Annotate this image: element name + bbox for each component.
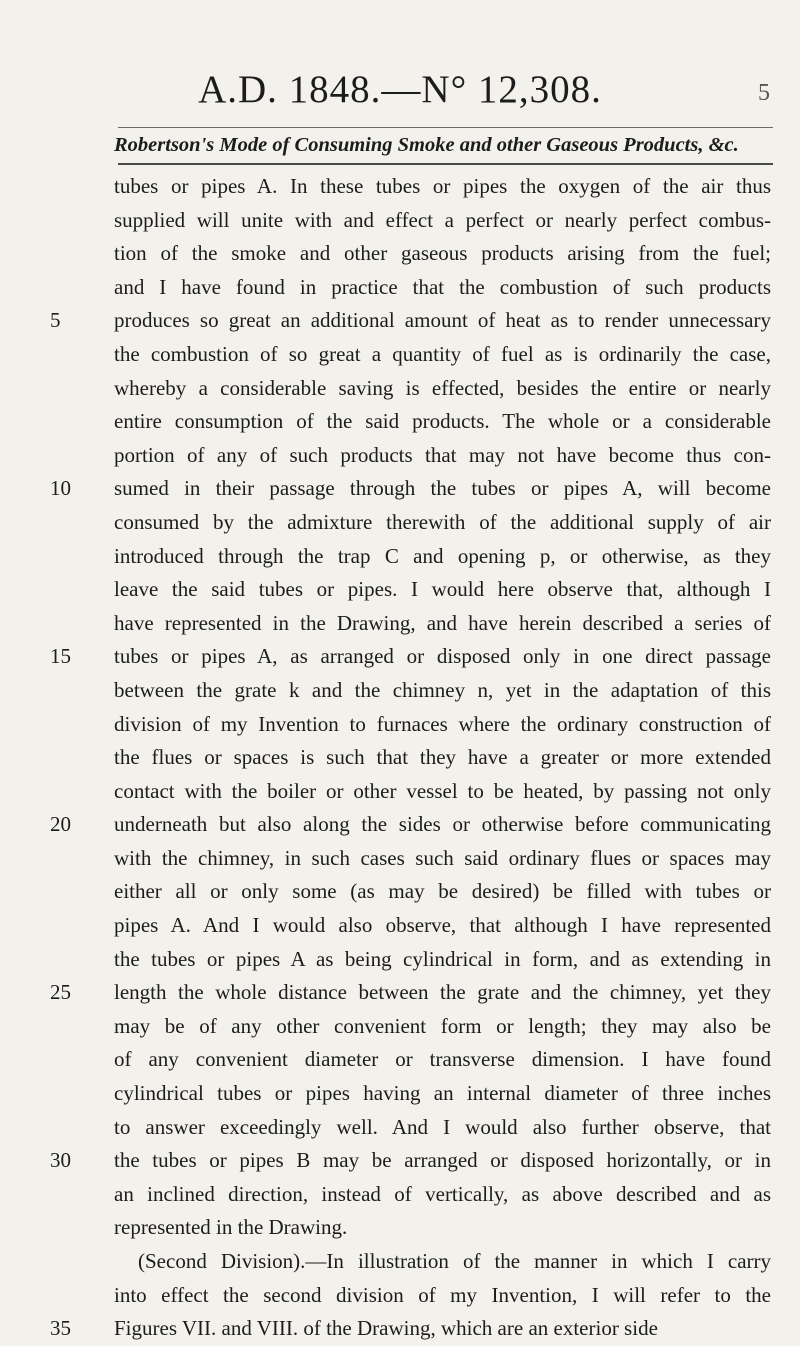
line-text: portion of any of such products that may not have become thus con- bbox=[114, 442, 771, 467]
line-number: 15 bbox=[50, 644, 71, 669]
text-line bbox=[114, 674, 771, 708]
text-line bbox=[114, 1077, 771, 1111]
line-text: to answer exceedingly well. And I would also further observe, that bbox=[114, 1114, 771, 1139]
line-number: 25 bbox=[50, 980, 71, 1005]
line-text: leave the said tubes or pipes. I would here observe that, although I bbox=[114, 577, 771, 602]
line-text: tubes or pipes A. In these tubes or pipes the oxygen of the air thus bbox=[114, 174, 771, 198]
text-line bbox=[50, 304, 771, 338]
line-text: consumed by the admixture therewith of the additional supply of air bbox=[114, 509, 771, 534]
text-line bbox=[50, 640, 771, 674]
text-line bbox=[114, 338, 771, 372]
text-line bbox=[114, 1111, 771, 1145]
text-line bbox=[114, 506, 771, 540]
line-text: tubes or pipes A, as arranged or disposed only in one direct passage bbox=[114, 644, 771, 669]
text-line bbox=[114, 1010, 771, 1044]
text-line bbox=[114, 1279, 771, 1313]
line-text: (Second Division).—In illustration of the manner in which I carry bbox=[138, 1249, 771, 1273]
text-line bbox=[114, 708, 771, 742]
line-text: and I have found in practice that the combustion of such products bbox=[114, 274, 771, 299]
header-rule-top bbox=[118, 127, 773, 128]
line-text: length the whole distance between the grate and the chimney, yet they bbox=[114, 980, 771, 1005]
line-text: entire consumption of the said products. The whole or a considerable bbox=[114, 409, 771, 434]
text-line bbox=[114, 842, 771, 876]
text-line bbox=[114, 170, 771, 204]
line-text: supplied will unite with and effect a perfect or nearly perfect combus- bbox=[114, 207, 771, 232]
text-line bbox=[114, 607, 771, 641]
line-text: the combustion of so great a quantity of fuel as is ordinarily the case, bbox=[114, 341, 771, 366]
line-number: 30 bbox=[50, 1148, 71, 1173]
text-line bbox=[114, 875, 771, 909]
page-header-title: A.D. 1848.—N° 12,308. bbox=[198, 68, 602, 111]
line-text: sumed in their passage through the tubes or pipes A, will become bbox=[114, 476, 771, 501]
text-line bbox=[114, 1211, 771, 1245]
header-rule-bottom bbox=[118, 163, 773, 165]
text-line bbox=[114, 1043, 771, 1077]
line-text: division of my Invention to furnaces where the ordinary construction of bbox=[114, 711, 771, 736]
line-text: either all or only some (as may be desired) be filled with tubes or bbox=[114, 879, 771, 904]
line-number: 35 bbox=[50, 1316, 71, 1341]
line-text: the tubes or pipes B may be arranged or disposed horizontally, or in bbox=[114, 1148, 771, 1173]
line-text: underneath but also along the sides or otherwise before communicating bbox=[114, 812, 771, 837]
text-line bbox=[114, 1245, 771, 1279]
line-text: between the grate k and the chimney n, yet in the adaptation of this bbox=[114, 677, 771, 702]
text-line bbox=[50, 808, 771, 842]
line-text: the tubes or pipes A as being cylindrical in form, and as extending in bbox=[114, 946, 771, 971]
text-line bbox=[114, 271, 771, 305]
line-text: contact with the boiler or other vessel to be heated, by passing not only bbox=[114, 778, 771, 803]
line-text: whereby a considerable saving is effected, besides the entire or nearly bbox=[114, 375, 771, 400]
text-line bbox=[114, 943, 771, 977]
text-line bbox=[114, 405, 771, 439]
line-text: Figures VII. and VIII. of the Drawing, which are an exterior side bbox=[114, 1316, 658, 1341]
text-line bbox=[114, 775, 771, 809]
line-number: 10 bbox=[50, 476, 71, 501]
line-text: represented in the Drawing. bbox=[114, 1215, 348, 1240]
line-number: 20 bbox=[50, 812, 71, 837]
text-line bbox=[114, 540, 771, 574]
text-line bbox=[50, 472, 771, 506]
running-subtitle: Robertson's Mode of Consuming Smoke and other Gaseous Products, &c. bbox=[114, 134, 739, 156]
line-number: 5 bbox=[50, 308, 61, 333]
page-number: 5 bbox=[758, 80, 770, 106]
line-text: introduced through the trap C and opening p, or otherwise, as they bbox=[114, 543, 771, 568]
text-line bbox=[114, 909, 771, 943]
text-line bbox=[114, 1178, 771, 1212]
line-text: have represented in the Drawing, and have herein described a series of bbox=[114, 610, 771, 635]
line-text: pipes A. And I would also observe, that although I have represented bbox=[114, 913, 771, 938]
line-text: cylindrical tubes or pipes having an internal diameter of three inches bbox=[114, 1081, 771, 1106]
text-line bbox=[114, 741, 771, 775]
text-line bbox=[114, 204, 771, 238]
line-text: may be of any other convenient form or length; they may also be bbox=[114, 1013, 771, 1038]
line-text: of any convenient diameter or transverse dimension. I have found bbox=[114, 1047, 771, 1072]
text-line bbox=[114, 573, 771, 607]
line-text: into effect the second division of my Invention, I will refer to the bbox=[114, 1282, 771, 1307]
text-line bbox=[114, 372, 771, 406]
text-line bbox=[50, 1312, 771, 1346]
line-text: produces so great an additional amount of heat as to render unnecessary bbox=[114, 308, 771, 333]
line-text: with the chimney, in such cases such said ordinary flues or spaces may bbox=[114, 845, 771, 870]
text-line bbox=[114, 237, 771, 271]
body-text bbox=[50, 170, 771, 1346]
text-line bbox=[114, 439, 771, 473]
text-line bbox=[50, 1144, 771, 1178]
line-text: an inclined direction, instead of vertically, as above described and as bbox=[114, 1181, 771, 1206]
line-text: the flues or spaces is such that they have a greater or more extended bbox=[114, 745, 771, 770]
line-text: tion of the smoke and other gaseous products arising from the fuel; bbox=[114, 241, 771, 266]
text-line bbox=[50, 976, 771, 1010]
